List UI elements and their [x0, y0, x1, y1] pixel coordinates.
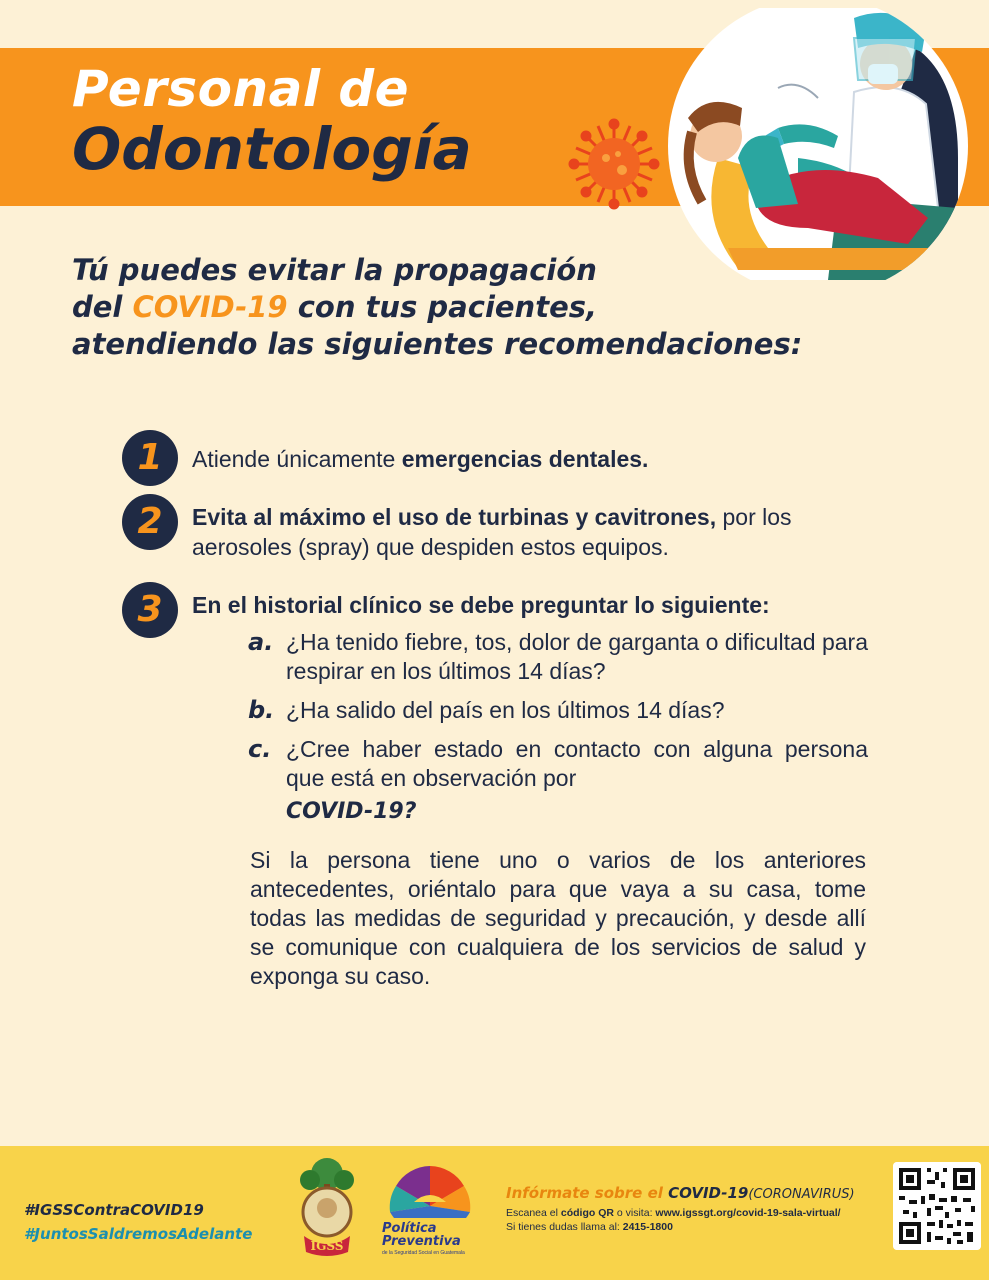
- title-line-2: Odontología: [72, 115, 472, 183]
- coronavirus-icon: [568, 118, 660, 210]
- info-line1-pre: Escanea el: [506, 1207, 561, 1219]
- sub-item-b: [248, 696, 868, 725]
- step-number-1: 1: [122, 430, 178, 486]
- info-line-1: [506, 1206, 898, 1220]
- step-3-text: [192, 590, 872, 620]
- info-head-pre: Infórmate sobre el: [506, 1184, 669, 1202]
- advice-paragraph: Si la persona tiene uno o varios de los anteriores antecedentes, oriéntalo para que vaya a su casa, tome todas las medidas de seguridad y precaución, y desde allí se comunique con cualquiera de los servicios de salud y exponga su caso.: [250, 847, 866, 989]
- subtitle-line-2-post: con tus pacientes,: [287, 290, 598, 324]
- sub-item-c-text: [286, 735, 868, 826]
- sub-item-a: [248, 628, 868, 686]
- sub-item-c-emph: COVID-19?: [286, 799, 417, 824]
- info-head-covid: COVID-19: [668, 1184, 749, 1202]
- step-2-bold: Evita al máximo el uso de turbinas y cavitrones,: [192, 504, 717, 530]
- hashtag-igss: #IGSSContraCOVID19: [24, 1201, 204, 1219]
- pp-line-2: Preventiva: [382, 1234, 461, 1249]
- sub-item-c-letter: c.: [248, 735, 272, 763]
- dentist-patient-illustration: [658, 8, 968, 280]
- step-number-2: 2: [122, 494, 178, 550]
- step-1-text: [192, 444, 872, 474]
- title-line-1: Personal de: [72, 60, 410, 118]
- qr-code-icon[interactable]: [893, 1162, 981, 1250]
- sub-item-c-body: ¿Cree haber estado en contacto con alguna persona que está en observación por: [286, 736, 868, 791]
- subtitle-line-2-pre: del: [72, 290, 133, 324]
- info-heading: [506, 1184, 898, 1202]
- igss-logo: [284, 1156, 370, 1260]
- info-line1-mid: o visita:: [613, 1207, 656, 1219]
- step-3-bold: En el historial clínico se debe preguntar lo siguiente:: [192, 592, 770, 618]
- sub-item-b-letter: b.: [248, 696, 275, 724]
- info-phone: 2415-1800: [622, 1221, 673, 1233]
- info-line1-qr: código QR: [560, 1207, 614, 1219]
- sub-item-a-text: ¿Ha tenido fiebre, tos, dolor de garganta o dificultad para respirar en los últimos 14 días?: [286, 629, 868, 684]
- info-line2-pre: Si tienes dudas llama al:: [506, 1221, 623, 1233]
- politica-preventiva-text: [382, 1222, 461, 1248]
- step-2-plain: por los aerosoles (spray) que despiden estos equipos.: [192, 504, 792, 560]
- page-title: [72, 60, 472, 183]
- pp-line-1: Política: [382, 1221, 437, 1236]
- pp-small-text: de la Seguridad Social en Guatemala: [382, 1250, 465, 1256]
- info-block: [506, 1184, 898, 1234]
- step-1-plain: Atiende únicamente: [192, 446, 402, 472]
- sub-item-c: [248, 735, 868, 826]
- info-line-2: [506, 1220, 898, 1234]
- sub-item-a-letter: a.: [248, 628, 274, 656]
- hashtags: [24, 1198, 252, 1246]
- subtitle-covid-highlight: COVID-19: [132, 290, 288, 324]
- step-1-bold: emergencias dentales.: [401, 446, 649, 472]
- info-head-paren: (CORONAVIRUS): [748, 1187, 855, 1202]
- step-2-text: [192, 502, 872, 562]
- subtitle: [72, 252, 802, 363]
- info-url-link[interactable]: www.igssgt.org/covid-19-sala-virtual/: [655, 1207, 841, 1219]
- hashtag-juntos: #JuntosSaldremosAdelante: [24, 1225, 253, 1243]
- subtitle-line-1: Tú puedes evitar la propagación: [72, 253, 597, 287]
- subtitle-line-3: atendiendo las siguientes recomendaciones:: [72, 327, 803, 361]
- sub-item-b-text: ¿Ha salido del país en los últimos 14 días?: [286, 697, 725, 723]
- step-number-3: 3: [122, 582, 178, 638]
- igss-logo-text: IGSS: [310, 1239, 344, 1253]
